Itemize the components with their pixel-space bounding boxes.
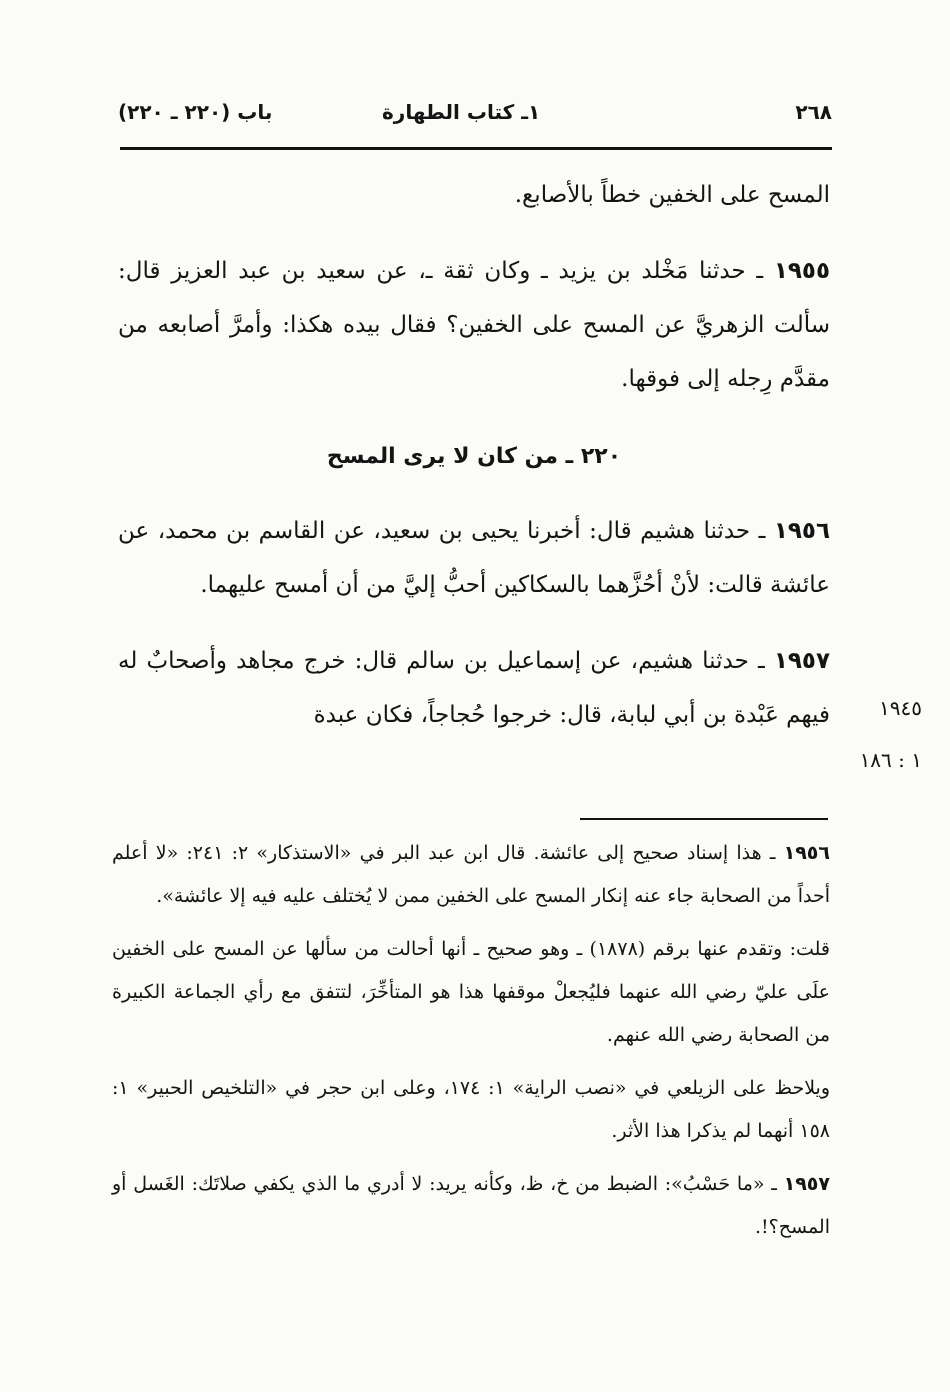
footnote-1957 xyxy=(112,1163,830,1249)
header-rule xyxy=(120,147,832,150)
footnote-number: ١٩٥٦ xyxy=(783,842,830,864)
margin-reference: ١٩٤٥ xyxy=(879,696,922,720)
running-header xyxy=(118,98,832,134)
hadith-text: ـ حدثنا هشيم، عن إسماعيل بن سالم قال: خرج مجاهد وأصحابٌ له فيهم عَبْدة بن أبي لبابة، قال: خرجوا حُجاجاً، فكان عبدة xyxy=(118,648,830,728)
section-heading: ٢٢٠ ـ من كان لا يرى المسح xyxy=(326,444,622,469)
margin-reference: ١ : ١٨٦ xyxy=(859,748,922,772)
hadith-text: ـ حدثنا مَخْلد بن يزيد ـ وكان ثقة ـ، عن سعيد بن عبد العزيز قال: سألت الزهريَّ عن المسح على الخفين؟ فقال بيده هكذا: وأمرَّ أصابعه من مقدَّم رِجله إلى فوقها. xyxy=(118,258,830,392)
hadith-number: ١٩٥٧ xyxy=(773,648,830,674)
footnote-paragraph: ويلاحظ على الزيلعي في «نصب الراية» ١: ١٧٤، وعلى ابن حجر في «التلخيص الحبير» ١: ١٥٨ أنهما لم يذكرا هذا الأثر. xyxy=(112,1077,830,1142)
footnotes xyxy=(112,832,830,1259)
book-title: ١ـ كتاب الطهارة xyxy=(382,100,541,124)
footnote-text: ـ «ما حَسْبُ»: الضبط من خ، ظ، وكأنه يريد: لا أدري ما الذي يكفي صلاتَك: الغَسل أو المسح؟!. xyxy=(112,1173,830,1238)
main-text xyxy=(118,168,830,742)
hadith-text: ـ حدثنا هشيم قال: أخبرنا يحيى بن سعيد، عن القاسم بن محمد، عن عائشة قالت: لأنْ أحُزَّهما بالسكاكين أحبُّ إليَّ من أن أمسح عليهما. xyxy=(118,518,830,598)
footnote-1956 xyxy=(112,832,830,918)
footnote-number: ١٩٥٧ xyxy=(783,1173,830,1195)
hadith-number: ١٩٥٦ xyxy=(773,518,830,544)
footnote-rule xyxy=(580,818,828,820)
footnote-paragraph: قلت: وتقدم عنها برقم (١٨٧٨) ـ وهو صحيح ـ أنها أحالت من سألها عن المسح على الخفين علَى عليّ رضي الله عنهما فليُجعلْ موقفها هذا هو المتأخِّرَ، لتتفق مع رأي الجماعة الكبيرة من الصحابة رضي الله عنهم. xyxy=(112,938,830,1046)
continuation-line: المسح على الخفين خطاً بالأصابع. xyxy=(514,182,830,208)
page-number: ٢٦٨ xyxy=(795,100,832,124)
hadith-1956 xyxy=(118,504,830,612)
footnote-text: ـ هذا إسناد صحيح إلى عائشة. قال ابن عبد البر في «الاستذكار» ٢: ٢٤١: «لا أعلم أحداً من الصحابة جاء عنه إنكار المسح على الخفين ممن لا يُختلف عليه فيه إلا عائشة». xyxy=(112,842,830,907)
hadith-number: ١٩٥٥ xyxy=(773,258,830,284)
chapter-reference: باب (٢٢٠ ـ ٢٢٠) xyxy=(118,100,273,124)
hadith-1955 xyxy=(118,244,830,406)
hadith-1957 xyxy=(118,634,830,742)
